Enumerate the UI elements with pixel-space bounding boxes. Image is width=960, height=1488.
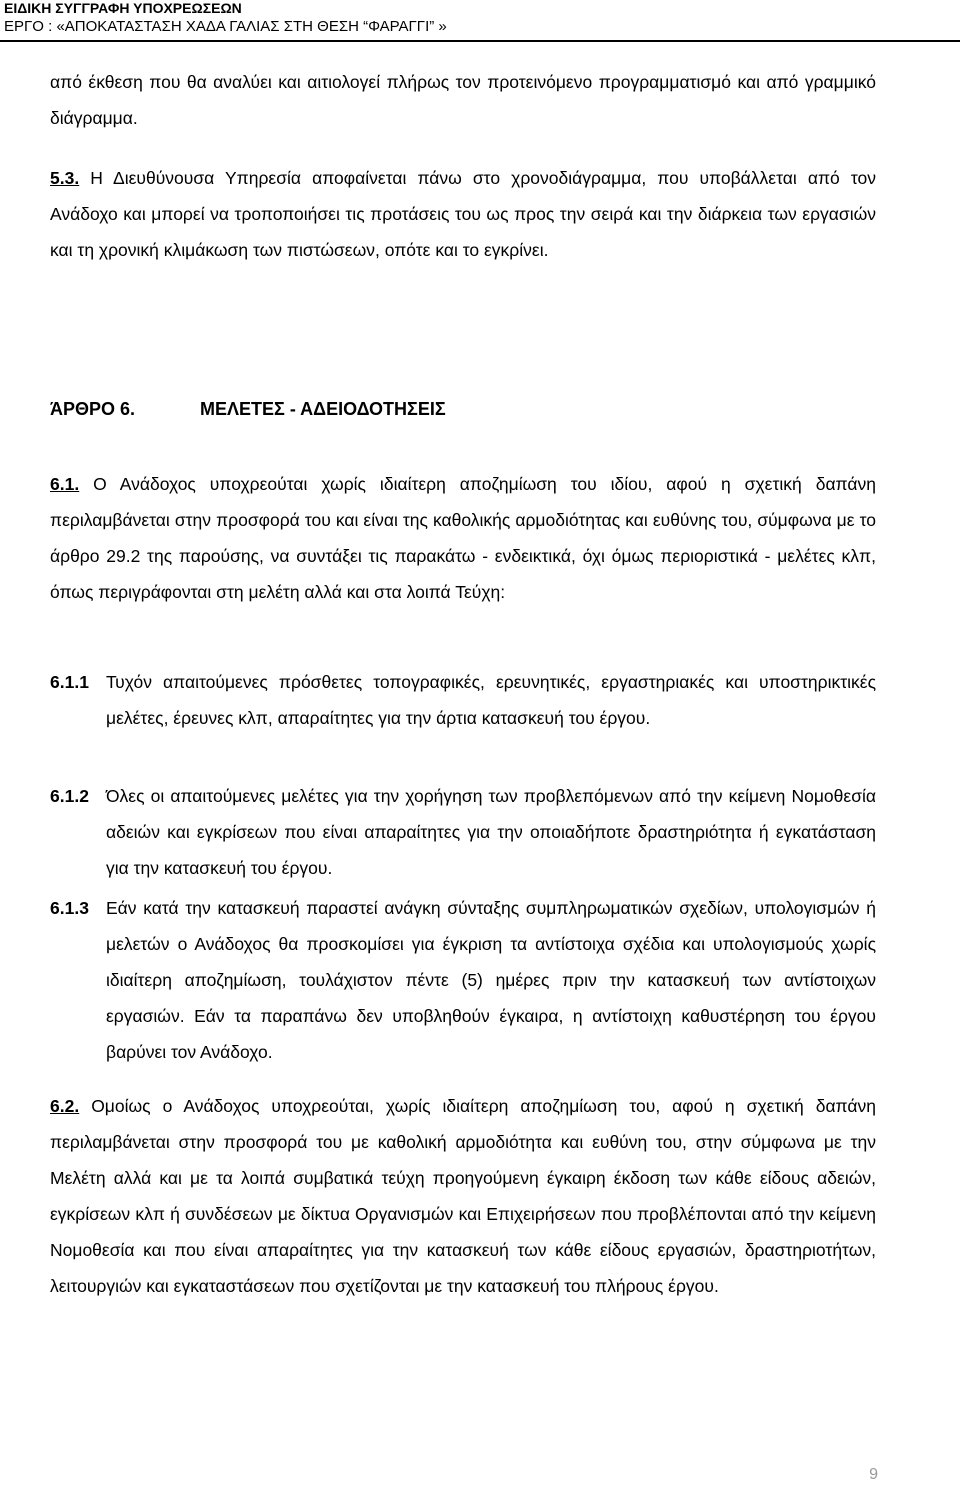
list-item: [50, 778, 876, 886]
paragraph-number: 5.3.: [50, 168, 80, 188]
item-number: 6.1.1: [50, 672, 89, 692]
list-item: [50, 664, 876, 736]
paragraph-number: 6.1.: [50, 474, 80, 494]
item-number: 6.1.2: [50, 786, 89, 806]
paragraph-text: Ομοίως ο Ανάδοχος υποχρεούται, χωρίς ιδιαίτερη αποζημίωση του, αφού η σχετική δαπάνη περιλαμβάνεται στην προσφορά του με καθολική αρμοδιότητα και ευθύνη του, στην σύμφωνα με την Μελέτη αλλά και με τα λοιπά συμβατικά τεύχη προηγούμενη έγκαιρη έκδοση των κάθε είδους αδειών, εγκρίσεων κλπ ή συνδέσεων με δίκτυα Οργανισμών και Επιχειρήσεων που προβλέπονται από την κείμενη Νομοθεσία και που είναι απαραίτητες για την κατασκευή των κάθε είδους εργασιών, δραστηριοτήτων, λειτουργιών και εγκαταστάσεων που σχετίζονται με την κατασκευή του πλήρους έργου.: [50, 1096, 876, 1296]
item-text: Εάν κατά την κατασκευή παραστεί ανάγκη σύνταξης συμπληρωματικών σχεδίων, υπολογισμών ή μελετών ο Ανάδοχος θα προσκομίσει για έγκριση τα αντίστοιχα σχέδια και υπολογισμούς χωρίς ιδιαίτερη αποζημίωση, τουλάχιστον πέντε (5) ημέρες πριν την κατασκευή των αντίστοιχων εργασιών. Εάν τα παραπάνω δεν υποβληθούν έγκαιρα, η αντίστοιχη καθυστέρηση του έργου βαρύνει τον Ανάδοχο.: [106, 898, 876, 1062]
paragraph-number: 6.2.: [50, 1096, 80, 1116]
header-divider: [0, 40, 960, 42]
list-item: [50, 890, 876, 1070]
article-heading: [50, 396, 446, 422]
intro-paragraph: [50, 64, 876, 136]
article-label: ΆΡΘΡΟ 6.: [50, 399, 136, 419]
paragraph-text: Ο Ανάδοχος υποχρεούται χωρίς ιδιαίτερη αποζημίωση του ιδίου, αφού η σχετική δαπάνη περιλαμβάνεται στην προσφορά του και είναι της καθολικής αρμοδιότητας και ευθύνης του, σύμφωνα με το άρθρο 29.2 της παρούσης, να συντάξει τις παρακάτω - ενδεικτικά, όχι όμως περιοριστικά - μελέτες κλπ, όπως περιγράφονται στη μελέτη αλλά και στα λοιπά Τεύχη:: [50, 474, 876, 602]
item-number: 6.1.3: [50, 898, 89, 918]
paragraph-6-1: [50, 466, 876, 610]
header-project: ΕΡΓΟ : «ΑΠΟΚΑΤΑΣΤΑΣΗ ΧΑΔΑ ΓΑΛΙΑΣ ΣΤΗ ΘΕΣΗ “ΦΑΡΑΓΓΙ” »: [4, 18, 447, 35]
intro-text: από έκθεση που θα αναλύει και αιτιολογεί πλήρως τον προτεινόμενο προγραμματισμό και από γραμμικό διάγραμμα.: [50, 72, 876, 128]
item-text: Τυχόν απαιτούμενες πρόσθετες τοπογραφικές, ερευνητικές, εργαστηριακές και υποστηρικτικές μελέτες, έρευνες κλπ, απαραίτητες για την άρτια κατασκευή του έργου.: [106, 672, 876, 728]
item-text: Όλες οι απαιτούμενες μελέτες για την χορήγηση των προβλεπόμενων από την κείμενη Νομοθεσία αδειών και εγκρίσεων που είναι απαραίτητες για την οποιαδήποτε δραστηριότητα ή εγκατάσταση για την κατασκευή του έργου.: [106, 786, 876, 878]
article-title: ΜΕΛΕΤΕΣ - ΑΔΕΙΟΔΟΤΗΣΕΙΣ: [200, 399, 446, 419]
paragraph-5-3: [50, 160, 876, 268]
page-number: 9: [869, 1466, 878, 1483]
paragraph-text: Η Διευθύνουσα Υπηρεσία αποφαίνεται πάνω στο χρονοδιάγραμμα, που υποβάλλεται από τον Ανάδοχο και μπορεί να τροποποιήσει τις προτάσεις του ως προς την σειρά και την διάρκεια των εργασιών και τη χρονική κλιμάκωση των πιστώσεων, οπότε και το εγκρίνει.: [50, 168, 876, 260]
paragraph-6-2: [50, 1088, 876, 1304]
header-title: ΕΙΔΙΚΗ ΣΥΓΓΡΑΦΗ ΥΠΟΧΡΕΩΣΕΩΝ: [4, 0, 242, 16]
